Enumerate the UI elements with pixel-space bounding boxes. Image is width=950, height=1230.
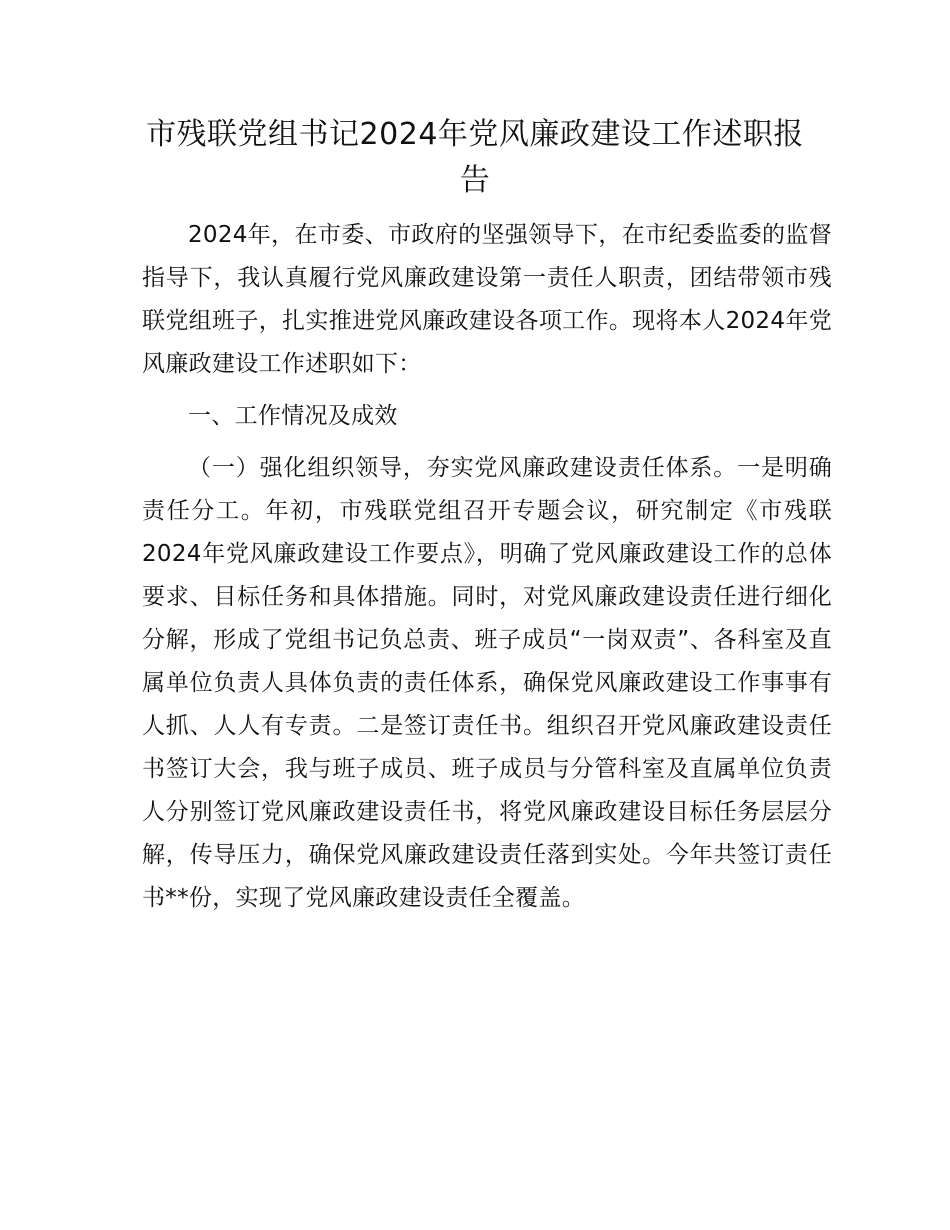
intro-paragraph: 2024年，在市委、市政府的坚强领导下，在市纪委监委的监督指导下，我认真履行党风廉政建设第一责任人职责，团结带领市残联党组班子，扎实推进党风廉政建设各项工作。现将本人2024年党风廉政建设工作述职如下： <box>142 222 832 377</box>
document-title: 市残联党组书记2024年党风廉政建设工作述职报告 <box>146 117 804 198</box>
document-body <box>142 214 832 920</box>
section-heading-1: 一、工作情况及成效 <box>188 403 398 429</box>
section-paragraph-1: （一）强化组织领导，夯实党风廉政建设责任体系。一是明确责任分工。年初，市残联党组召开专题会议，研究制定《市残联2024年党风廉政建设工作要点》，明确了党风廉政建设工作的总体要求、目标任务和具体措施。同时，对党风廉政建设责任进行细化分解，形成了党组书记负总责、班子成员“一岗双责”、各科室及直属单位负责人具体负责的责任体系，确保党风廉政建设工作事事有人抓、人人有专责。二是签订责任书。组织召开党风廉政建设责任书签订大会，我与班子成员、班子成员与分管科室及直属单位负责人分别签订党风廉政建设责任书，将党风廉政建设目标任务层层分解，传导压力，确保党风廉政建设责任落到实处。今年共签订责任书**份，实现了党风廉政建设责任全覆盖。 <box>142 455 832 911</box>
